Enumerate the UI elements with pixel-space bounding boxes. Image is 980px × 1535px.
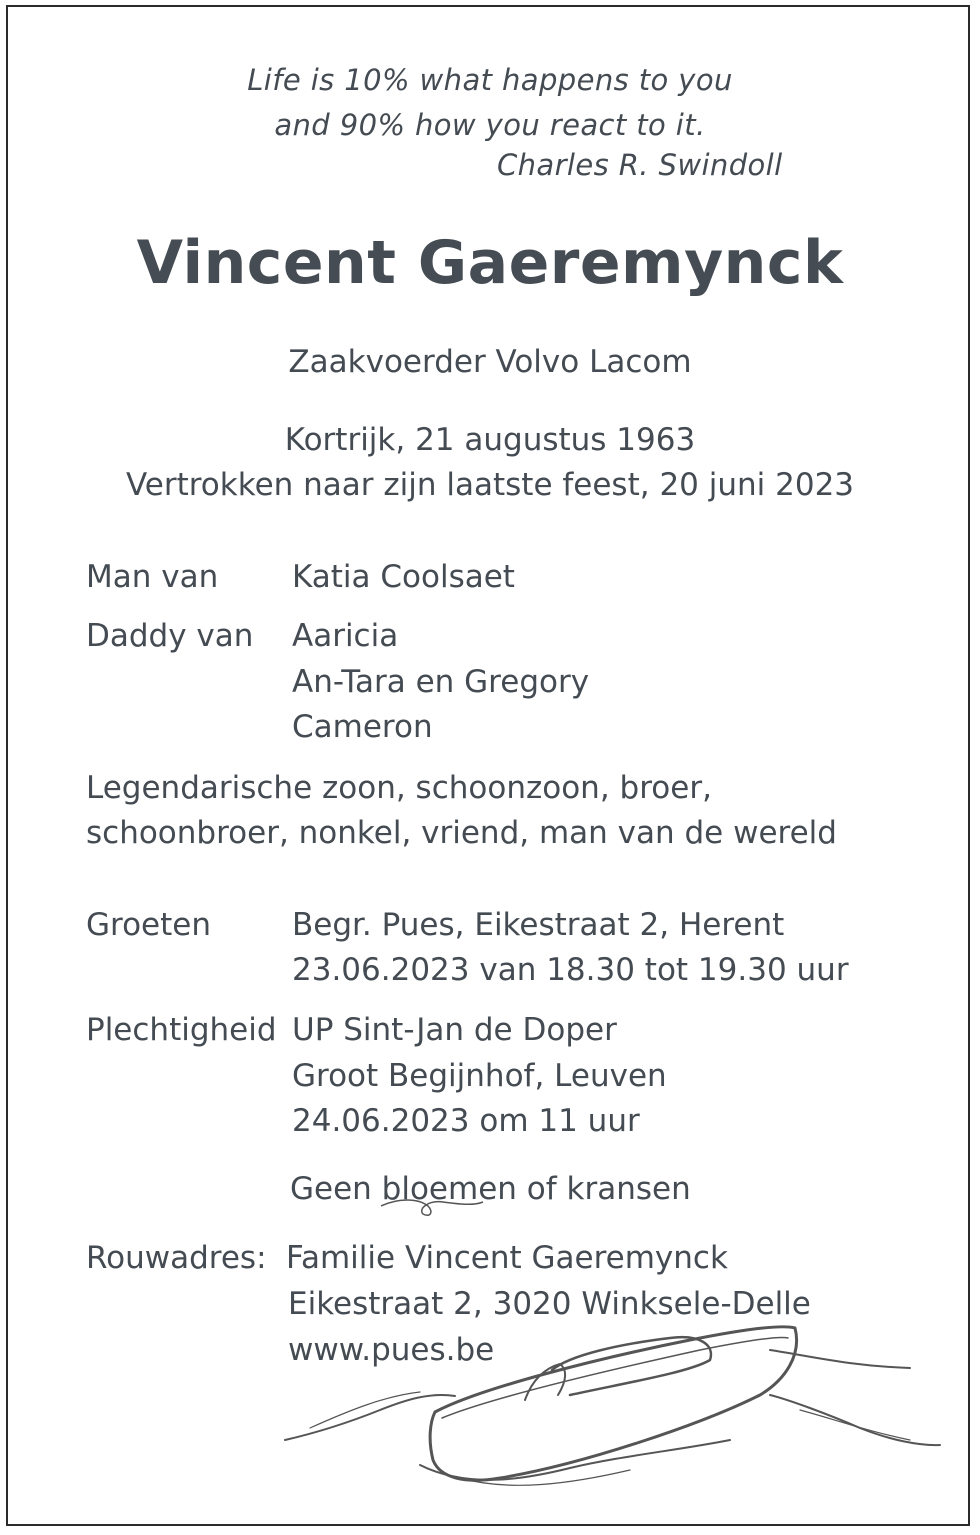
spouse-name: Katia Coolsaet <box>292 559 515 595</box>
deceased-role: Zaakvoerder Volvo Lacom <box>288 344 692 380</box>
relations-line-1: Legendarische zoon, schoonzoon, broer, <box>86 770 712 806</box>
birth-line: Kortrijk, 21 augustus 1963 <box>284 422 696 458</box>
relations-line-2: schoonbroer, nonkel, vriend, man van de wereld <box>86 815 837 851</box>
address-label: Rouwadres: <box>86 1240 267 1276</box>
child-name: An-Tara en Gregory <box>292 664 590 700</box>
spouse-label: Man van <box>86 559 219 595</box>
address-line-1: Familie Vincent Gaeremynck <box>286 1240 728 1276</box>
death-line: Vertrokken naar zijn laatste feest, 20 juni 2023 <box>125 467 855 503</box>
visitation-label: Groeten <box>86 907 211 943</box>
boat-on-waves-icon <box>270 1300 950 1500</box>
address-website: www.pues.be <box>288 1332 495 1368</box>
flowers-note: Geen bloemen of kransen <box>290 1171 691 1207</box>
deceased-name: Vincent Gaeremynck <box>136 228 844 298</box>
ceremony-line-2: Groot Begijnhof, Leuven <box>292 1058 667 1094</box>
ceremony-line-1: UP Sint-Jan de Doper <box>292 1012 617 1048</box>
quote-line-1: Life is 10% what happens to you <box>247 63 733 97</box>
child-name: Cameron <box>292 709 433 745</box>
flourish-icon <box>378 1176 488 1220</box>
child-name: Aaricia <box>292 618 399 654</box>
visitation-line-1: Begr. Pues, Eikestraat 2, Herent <box>292 907 785 943</box>
children-label: Daddy van <box>86 618 254 654</box>
quote-author: Charles R. Swindoll <box>497 148 783 182</box>
address-line-2: Eikestraat 2, 3020 Winksele-Delle <box>288 1286 811 1322</box>
ceremony-label: Plechtigheid <box>86 1012 277 1048</box>
ceremony-line-3: 24.06.2023 om 11 uur <box>292 1103 640 1139</box>
quote-line-2: and 90% how you react to it. <box>274 108 706 142</box>
visitation-line-2: 23.06.2023 van 18.30 tot 19.30 uur <box>292 952 849 988</box>
